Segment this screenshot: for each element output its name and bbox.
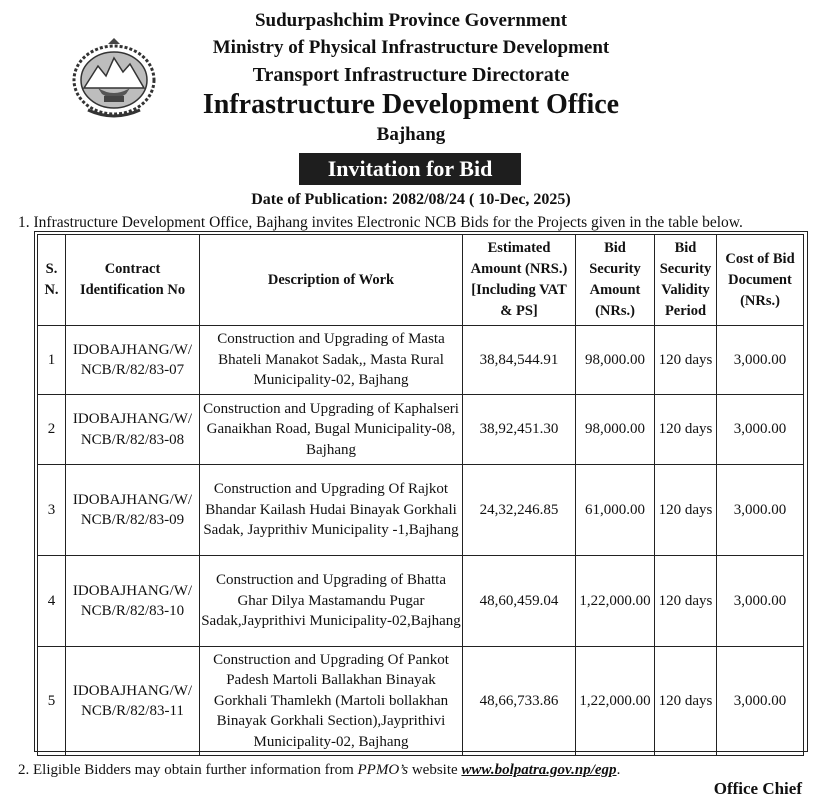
- cell-security: 61,000.00: [576, 465, 655, 556]
- table-row: [38, 395, 804, 465]
- cell-validity: 120 days: [655, 465, 717, 556]
- info-note-source: PPMO’s: [357, 762, 409, 778]
- cell-security: 1,22,000.00: [576, 647, 655, 756]
- header-estimated-amount: Estimated Amount (NRS.) [Including VAT & PS]: [463, 235, 576, 326]
- info-note-prefix: 2. Eligible Bidders may obtain further information from: [18, 762, 358, 778]
- website-link[interactable]: www.bolpatra.gov.np/egp: [461, 762, 617, 778]
- cell-cost: 3,000.00: [717, 395, 804, 465]
- signature-office-chief: Office Chief: [713, 779, 802, 798]
- header-cost: Cost of Bid Document (NRs.): [717, 235, 804, 326]
- cell-contract-id: IDOBAJHANG/W/ NCB/R/82/83-11: [66, 647, 200, 756]
- header-sn: S. N.: [38, 235, 66, 326]
- table-row: [38, 556, 804, 647]
- cell-cost: 3,000.00: [717, 465, 804, 556]
- header-ministry: Ministry of Physical Infrastructure Development: [212, 37, 610, 58]
- cell-contract-id: IDOBAJHANG/W/ NCB/R/82/83-07: [66, 326, 200, 395]
- table-row: [38, 465, 804, 556]
- info-note: [18, 762, 620, 779]
- cell-description: Construction and Upgrading Of Pankot Padesh Martoli Ballakhan Binayak Gorkhali Thamlekh (Martoli bollakhan Binayak Gorkhali Section),Jayprithivi Municipality-02, Bajhang: [200, 647, 463, 756]
- header-validity: Bid Security Validity Period: [655, 235, 717, 326]
- table-row: [38, 647, 804, 756]
- cell-amount: 48,60,459.04: [463, 556, 576, 647]
- intro-note: 1. Infrastructure Development Office, Bajhang invites Electronic NCB Bids for the Projects given in the table below.: [18, 214, 743, 231]
- cell-contract-id: IDOBAJHANG/W/ NCB/R/82/83-08: [66, 395, 200, 465]
- cell-sn: 3: [38, 465, 66, 556]
- cell-description: Construction and Upgrading of Kaphalseri Ganaikhan Road, Bugal Municipality-08, Bajhang: [200, 395, 463, 465]
- header-province: Sudurpashchim Province Government: [254, 10, 568, 31]
- cell-description: Construction and Upgrading Of Rajkot Bhandar Kailash Hudai Binayak Gorkhali Sadak, Jayprithiv Municipality -1,Bajhang: [200, 465, 463, 556]
- cell-cost: 3,000.00: [717, 326, 804, 395]
- cell-security: 98,000.00: [576, 395, 655, 465]
- header-office: Infrastructure Development Office: [202, 89, 620, 120]
- header-location: Bajhang: [376, 124, 446, 145]
- table-row: [38, 326, 804, 395]
- cell-security: 98,000.00: [576, 326, 655, 395]
- cell-sn: 2: [38, 395, 66, 465]
- header-contract-id: Contract Identification No: [66, 235, 200, 326]
- cell-validity: 120 days: [655, 326, 717, 395]
- cell-validity: 120 days: [655, 395, 717, 465]
- info-note-suffix: .: [616, 762, 621, 778]
- header-directorate: Transport Infrastructure Directorate: [252, 64, 570, 86]
- cell-description: Construction and Upgrading of Masta Bhateli Manakot Sadak,, Masta Rural Municipality-02, Bajhang: [200, 326, 463, 395]
- info-note-middle: website: [408, 762, 462, 778]
- cell-cost: 3,000.00: [717, 556, 804, 647]
- cell-contract-id: IDOBAJHANG/W/ NCB/R/82/83-09: [66, 465, 200, 556]
- publication-date: Date of Publication: 2082/08/24 ( 10-Dec, 2025): [251, 191, 571, 208]
- cell-security: 1,22,000.00: [576, 556, 655, 647]
- cell-amount: 48,66,733.86: [463, 647, 576, 756]
- cell-amount: 38,92,451.30: [463, 395, 576, 465]
- header-bid-security: Bid Security Amount (NRs.): [576, 235, 655, 326]
- invitation-banner: Invitation for Bid: [299, 153, 521, 185]
- cell-validity: 120 days: [655, 556, 717, 647]
- cell-cost: 3,000.00: [717, 647, 804, 756]
- header-description: Description of Work: [200, 235, 463, 326]
- cell-description: Construction and Upgrading of Bhatta Ghar Dilya Mastamandu Pugar Sadak,Jayprithivi Municipality-02,Bajhang: [200, 556, 463, 647]
- cell-sn: 4: [38, 556, 66, 647]
- cell-amount: 38,84,544.91: [463, 326, 576, 395]
- bid-table: [37, 234, 804, 756]
- cell-sn: 1: [38, 326, 66, 395]
- cell-amount: 24,32,246.85: [463, 465, 576, 556]
- cell-contract-id: IDOBAJHANG/W/ NCB/R/82/83-10: [66, 556, 200, 647]
- cell-validity: 120 days: [655, 647, 717, 756]
- cell-sn: 5: [38, 647, 66, 756]
- table-header-row: [38, 235, 804, 326]
